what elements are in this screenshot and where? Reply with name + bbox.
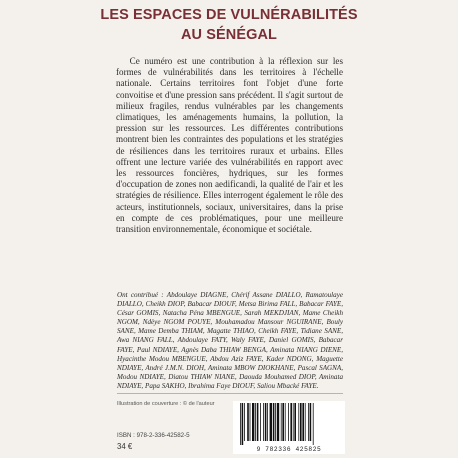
barcode-bar	[244, 403, 245, 441]
barcode-bar	[255, 403, 256, 441]
book-title-line-2: AU SÉNÉGAL	[180, 27, 278, 43]
barcode-bar	[260, 403, 261, 441]
barcode-bar	[247, 403, 249, 441]
barcode-bar	[281, 403, 282, 441]
barcode-bar	[305, 403, 306, 441]
barcode	[233, 401, 345, 454]
isbn: ISBN : 978-2-336-42582-5	[117, 432, 190, 439]
barcode-bar	[273, 403, 275, 441]
barcode-bar	[288, 403, 289, 441]
divider	[117, 393, 343, 394]
barcode-bar	[310, 403, 312, 441]
barcode-bar	[294, 403, 296, 441]
book-title	[0, 5, 458, 45]
barcode-bar	[290, 403, 292, 441]
barcode-bar	[250, 403, 251, 441]
barcode-bar	[293, 403, 294, 441]
barcode-bar	[275, 403, 276, 441]
barcode-bars	[239, 403, 339, 445]
barcode-bar	[302, 403, 304, 441]
barcode-digits: 9 782336 425825	[256, 446, 322, 453]
barcode-bar	[313, 403, 314, 445]
book-title-line-1: LES ESPACES DE VULNÉRABILITÉS	[100, 7, 358, 23]
contributors-label: Ont contribué :	[117, 291, 164, 299]
barcode-bar	[265, 403, 267, 441]
barcode-bar	[270, 403, 272, 441]
barcode-bar	[257, 403, 259, 441]
barcode-bar	[252, 403, 254, 441]
barcode-bar	[300, 403, 302, 441]
barcode-bar	[298, 403, 299, 441]
barcode-bar	[240, 403, 241, 445]
barcode-bar	[242, 403, 244, 445]
barcode-bar	[282, 403, 284, 441]
barcode-bar	[263, 403, 264, 441]
price: 34 €	[117, 442, 133, 451]
summary-paragraph: Ce numéro est une contribution à la réflexion sur les formes de vulnérabilités dans les territoires à l'échelle nationale. Certains territoires font l'objet d'une forte convoitise et d'une pression sans précédent. Il s'agit surtout de milieux fragiles, rendus vulnérables par les changements climatiques, les aménagements humains, la pollution, la pression sur les ressources. Les différentes contributions montrent bien les contraintes des populations et les stratégies de résiliences dans les territoires ruraux et urbains. Elles offrent une lecture variée des vulnérabilités en rapport avec les ressources foncières, hydriques, sur les formes d'occupation de zones non aedificandi, la qualité de l'air et les stratégies de résilience. Elles interrogent également le rôle des acteurs, institutionnels, sociaux, universitaires, dans la prise en compte de ces problématiques, pour une meilleure transition environnementale, économique et sociétale.	[116, 56, 343, 235]
barcode-bar	[277, 403, 279, 441]
cover-credit: Illustration de couverture : © de l'auteur	[117, 401, 215, 407]
barcode-bar	[285, 403, 286, 441]
contributors-names: Abdoulaye DIAGNE, Chérif Assane DIALLO, Ramatoulaye DIALLO, Cheikh DIOP, Babacar DIOUF, Metsa Birima FALL, Babacar FAYE, César GOMIS, Natacha Péna MBENGUE, Sarah MEKDJIAN, Mame Cheikh NGOM, Ndèye NGOM POUYE, Mouhamadou Mansour NGUIRANE, Bouly SANE, Mame Demba THIAM, Magatte THIAO, Cheikh FAYE, Tidiane SANE, Awa NIANG FALL, Abdoulaye FATY, Waly FAYE, Daniel GOMIS, Babacar FAYE, Paul NDIAYE, Agnès Daba THIAW BENGA, Aminata NIANG DIENE, Hyacinthe Modou MBENGUE, Abdou Aziz FAYE, Kader NDONG, Maguette NDIAYE, André J.M.N. DIOH, Aminata MBOW DIOKHANE, Pascal SAGNA, Modou NDIAYE, Diatou THIAW NIANE, Daouda Mouhamed DIOP, Aminata NDIAYE, Papa SAKHO, Ibrahima Faye DIOUF, Saliou Mbacké FAYE.	[117, 291, 343, 390]
barcode-bar	[308, 403, 309, 441]
contributors-list	[117, 291, 343, 391]
barcode-bar	[267, 403, 268, 441]
